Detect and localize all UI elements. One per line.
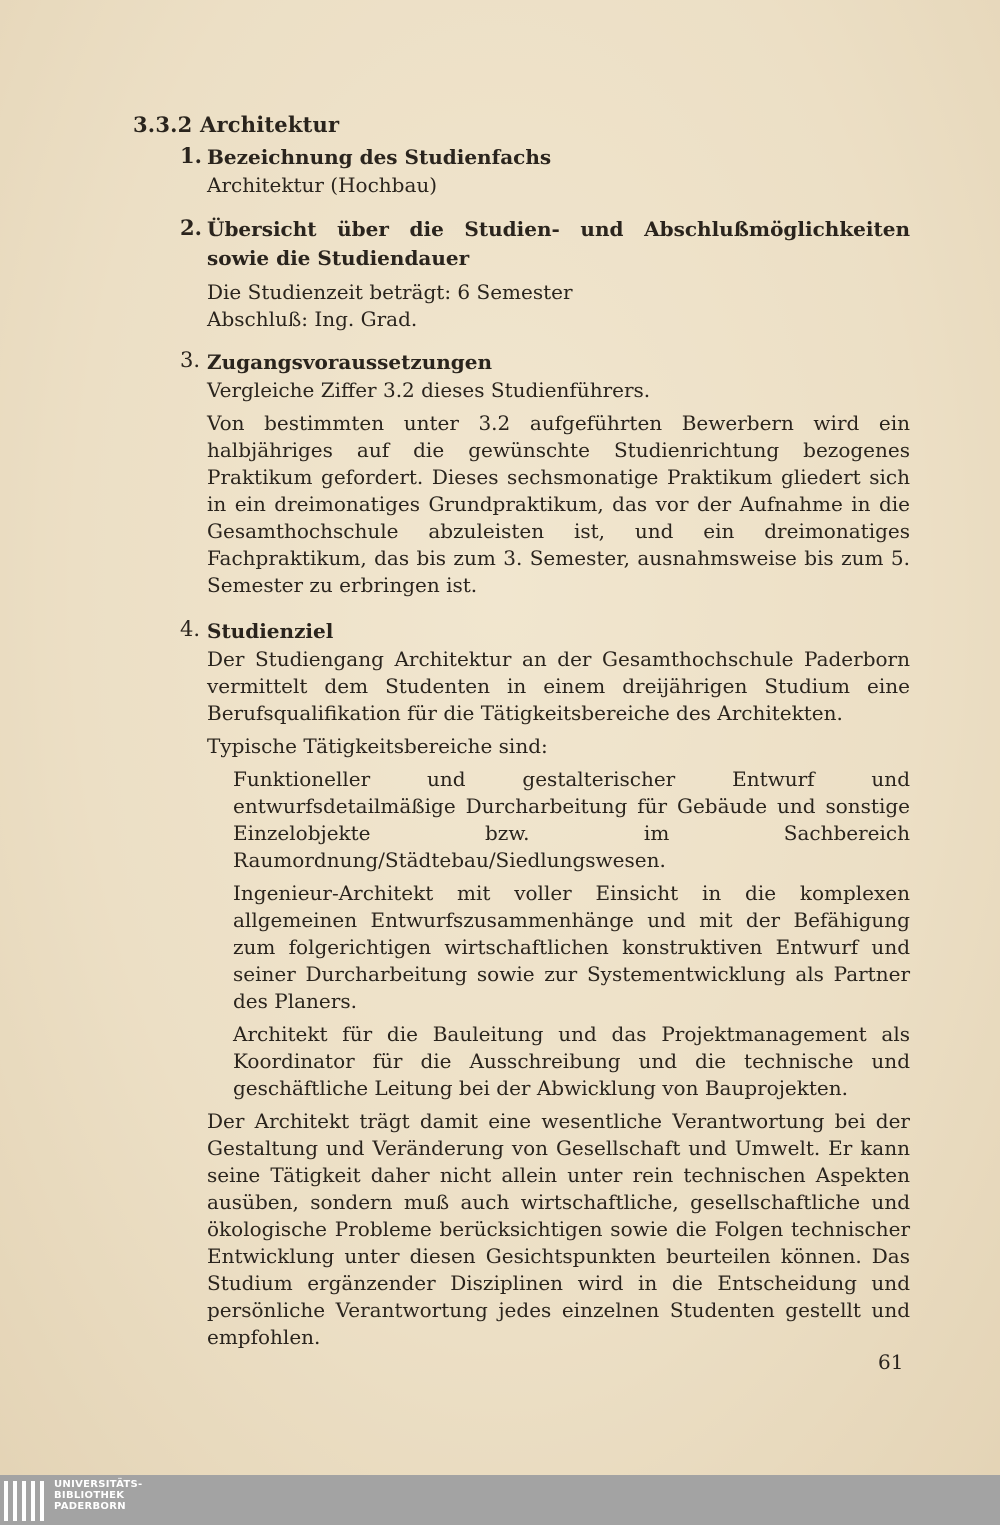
item-heading: Übersicht über die Studien- und Abschlußmöglichkeiten sowie die Studiendauer: [207, 217, 910, 270]
library-name: UNIVERSITÄTS- BIBLIOTHEK PADERBORN: [54, 1479, 143, 1512]
item-paragraph: Der Architekt trägt damit eine wesentliche Verantwortung bei der Gestaltung und Veränderung von Gesellschaft und Umwelt. Er kann seine Tätigkeit daher nicht allein unter rein technischen Aspekten ausüben, sondern muß auch wirtschaftliche, gesellschaftliche und ökologische Probleme berücksichtigen sowie die Folgen technischer Entwicklung unter diesen Gesichtspunkten beurteilen können. Das Studium ergänzender Disziplinen wird in die Entscheidung und persönliche Verantwortung jedes einzelnen Studenten gestellt und empfohlen.: [207, 1109, 910, 1349]
item-number: 3.: [180, 348, 201, 372]
item-heading: Studienziel: [207, 619, 334, 643]
library-footer: [0, 1475, 1000, 1525]
item-paragraph: Von bestimmten unter 3.2 aufgeführten Bewerbern wird ein halbjähriges auf die gewünschte Studienrichtung bezogenes Praktikum gefordert. Dieses sechsmonatige Praktikum gliedert sich in ein dreimonatiges Grundpraktikum, das vor der Aufnahme in die Gesamthochschule abzuleisten ist, und ein dreimonatiges Fachpraktikum, das bis zum 3. Semester, ausnahmsweise bis zum 5. Semester zu erbringen ist.: [207, 411, 910, 597]
section-heading: [133, 112, 339, 137]
item-text: Architektur (Hochbau): [207, 173, 438, 197]
list-item: Funktioneller und gestalterischer Entwurf und entwurfsdetailmäßige Durcharbeitung für Gebäude und sonstige Einzelobjekte bzw. im Sachbereich Raumordnung/Städtebau/Siedlungswesen.: [233, 767, 910, 872]
list-item: Architekt für die Bauleitung und das Projektmanagement als Koordinator für die Ausschreibung und die technische und geschäftliche Leitung bei der Abwicklung von Bauprojekten.: [233, 1022, 910, 1100]
item-number: 2.: [180, 215, 202, 240]
item-2: [180, 215, 910, 333]
library-logo-icon: [4, 1481, 44, 1521]
item-number: 1.: [180, 143, 202, 168]
item-number: 4.: [180, 617, 201, 641]
item-text: Abschluß: Ing. Grad.: [207, 307, 418, 331]
item-3: [180, 348, 910, 599]
section-number: 3.3.2: [133, 112, 193, 137]
section-title: Architektur: [199, 112, 340, 137]
item-paragraph: Typische Tätigkeitsbereiche sind:: [207, 734, 548, 758]
item-heading: Zugangsvoraussetzungen: [207, 350, 493, 374]
list-item: Ingenieur-Architekt mit voller Einsicht in die komplexen allgemeinen Entwurfszusammenhänge und mit der Befähigung zum folgerichtigen wirtschaftlichen konstruktiven Entwurf und seiner Durcharbeitung sowie zur Systementwicklung als Partner des Planers.: [233, 881, 910, 1013]
item-paragraph: Vergleiche Ziffer 3.2 dieses Studienführers.: [207, 378, 651, 402]
page-number: 61: [878, 1350, 904, 1374]
item-1: [180, 143, 910, 199]
item-text: Die Studienzeit beträgt: 6 Semester: [207, 280, 573, 304]
item-4: [180, 617, 910, 1351]
item-paragraph: Der Studiengang Architektur an der Gesamthochschule Paderborn vermittelt dem Studenten in einem dreijährigen Studium eine Berufsqualifikation für die Tätigkeitsbereiche des Architekten.: [207, 647, 910, 725]
item-heading: Bezeichnung des Studienfachs: [207, 145, 552, 169]
